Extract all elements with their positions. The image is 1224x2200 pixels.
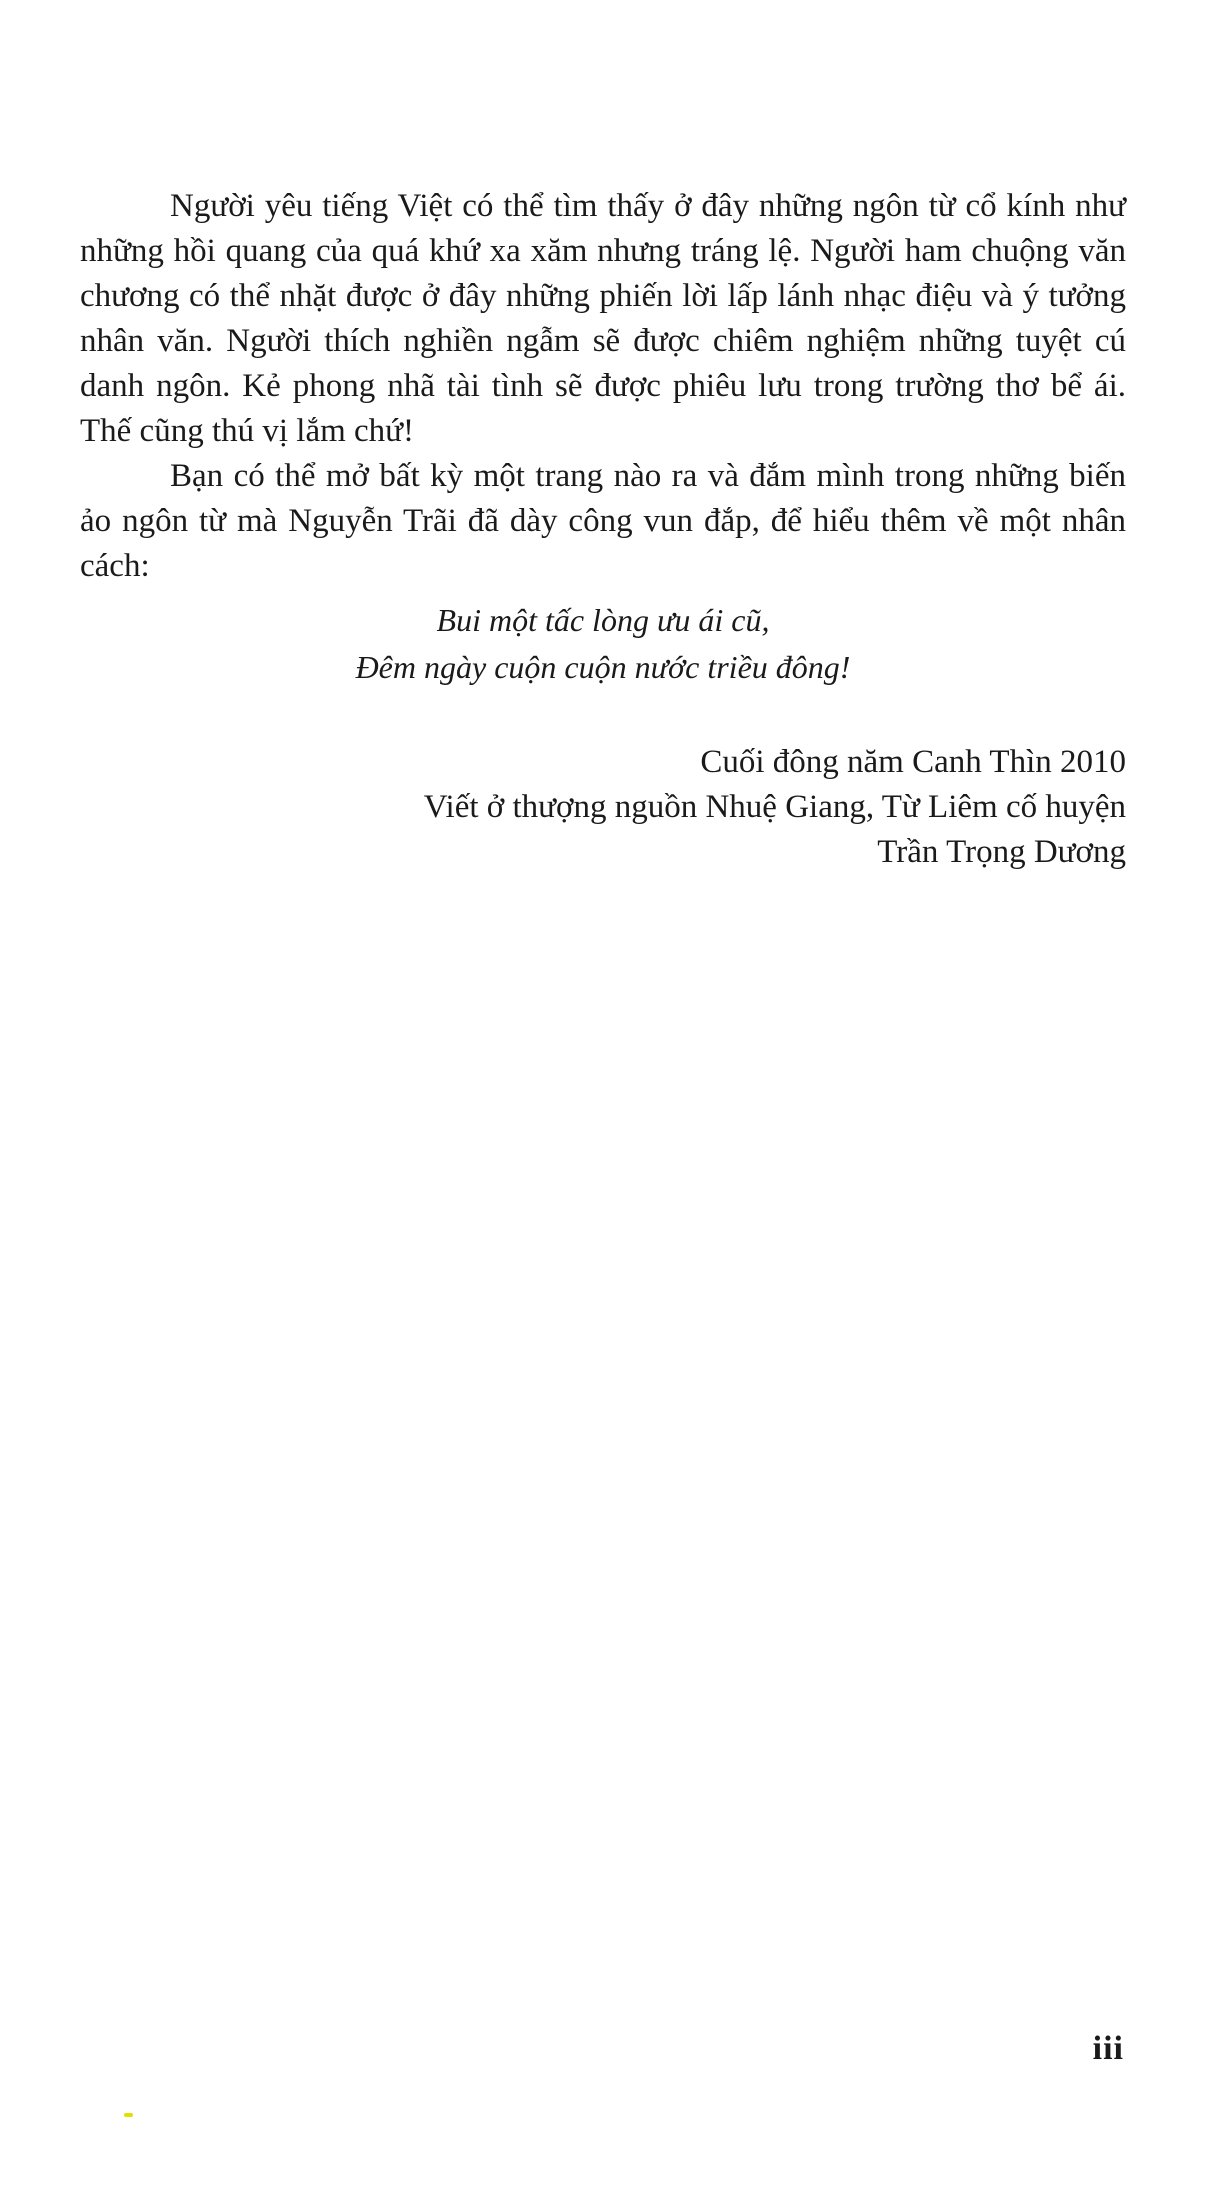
paragraph-invitation: Bạn có thể mở bất kỳ một trang nào ra và đắm mình trong những biến ảo ngôn từ mà Nguyễn Trãi đã dày công vun đắp, để hiểu thêm về một nhân cách: bbox=[80, 458, 1126, 584]
signature-place: Viết ở thượng nguồn Nhuệ Giang, Từ Liêm cố huyện bbox=[423, 789, 1126, 825]
signature-date: Cuối đông năm Canh Thìn 2010 bbox=[700, 744, 1126, 780]
signature-block bbox=[424, 740, 1126, 875]
poem-line-1: Bui một tấc lòng ưu ái cũ, bbox=[436, 602, 770, 638]
signature-author: Trần Trọng Dương bbox=[877, 834, 1126, 870]
body-text bbox=[80, 184, 1126, 691]
poem-line-2: Đêm ngày cuộn cuộn nước triều đông! bbox=[355, 649, 851, 685]
poem-quote bbox=[80, 597, 1126, 691]
scan-speck bbox=[124, 2113, 133, 2117]
paragraph-intro: Người yêu tiếng Việt có thể tìm thấy ở đây những ngôn từ cổ kính như những hồi quang của quá khứ xa xăm nhưng tráng lệ. Người ham chuộng văn chương có thể nhặt được ở đây những phiến lời lấp lánh nhạc điệu và ý tưởng nhân văn. Người thích nghiền ngẫm sẽ được chiêm nghiệm những tuyệt cú danh ngôn. Kẻ phong nhã tài tình sẽ được phiêu lưu trong trường thơ bể ái. Thế cũng thú vị lắm chứ! bbox=[80, 188, 1126, 449]
page-number: iii bbox=[1092, 2030, 1124, 2067]
